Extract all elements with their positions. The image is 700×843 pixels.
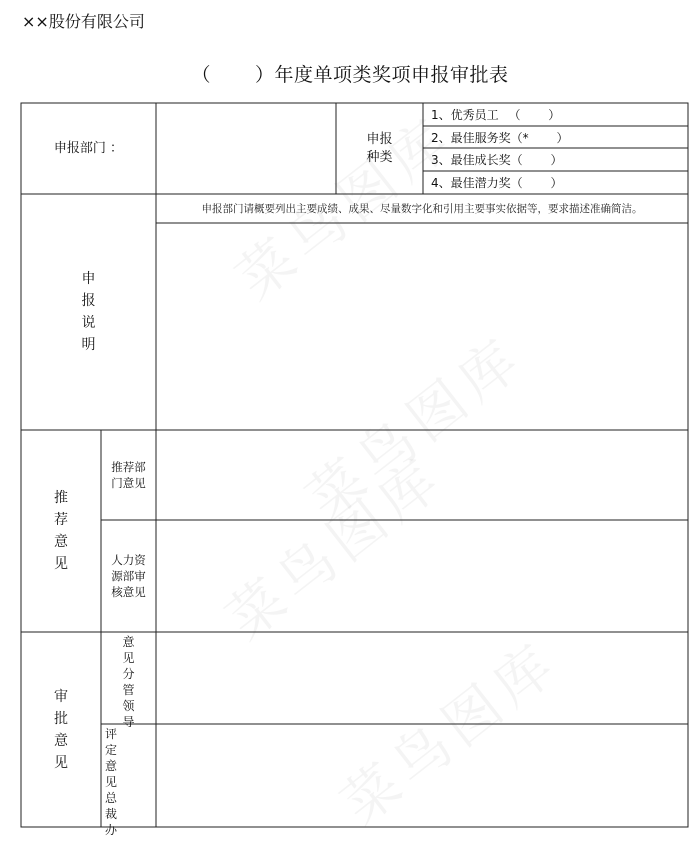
president-opinion-input[interactable] xyxy=(157,725,687,826)
award-option-best-potential[interactable]: 4、最佳潜力奖（ ） xyxy=(431,176,563,190)
description-label: 申报说明 xyxy=(81,271,96,353)
award-option-excellent-employee[interactable]: 1、优秀员工 （ ） xyxy=(431,108,561,122)
description-input[interactable] xyxy=(157,224,687,429)
award-option-best-growth[interactable]: 3、最佳成长奖（ ） xyxy=(431,153,563,167)
recommend-dept-input[interactable] xyxy=(157,431,687,519)
hr-review-input[interactable] xyxy=(157,521,687,631)
hr-review-label: 人力资源部审核意见 xyxy=(111,553,146,599)
recommend-dept-label: 推荐部门意见 xyxy=(111,460,146,490)
award-option-best-service[interactable]: 2、最佳服务奖（* ） xyxy=(431,130,569,145)
title-open-paren: （ xyxy=(191,64,211,86)
president-opinion-label: 评定意见总裁办 xyxy=(104,727,117,837)
recommend-label-cell xyxy=(21,430,101,632)
description-note: 申报部门请概要列出主要成绩、成果、尽量数字化和引用主要事实依据等，要求描述准确简洁。 xyxy=(201,203,643,215)
president-opinion-label-cell xyxy=(101,724,121,837)
description-label-cell xyxy=(21,194,156,430)
company-name: ××股份有限公司 xyxy=(22,12,145,31)
title-text: 年度单项类奖项申报审批表 xyxy=(274,64,509,86)
award-type-label xyxy=(336,103,423,194)
award-type-label-line2: 种类 xyxy=(366,149,393,165)
title-close-paren: ） xyxy=(254,64,275,86)
manager-opinion-input[interactable] xyxy=(157,633,687,723)
award-type-label-line1: 申报 xyxy=(366,131,393,147)
dept-label: 申报部门 ： xyxy=(53,140,124,156)
approval-label: 审批意见 xyxy=(54,688,68,771)
dept-input[interactable] xyxy=(157,104,335,193)
manager-opinion-label-cell xyxy=(101,632,156,729)
recommend-label: 推荐意见 xyxy=(54,490,68,572)
manager-opinion-label: 意见分管领导 xyxy=(122,635,135,729)
approval-label-cell xyxy=(21,632,101,827)
